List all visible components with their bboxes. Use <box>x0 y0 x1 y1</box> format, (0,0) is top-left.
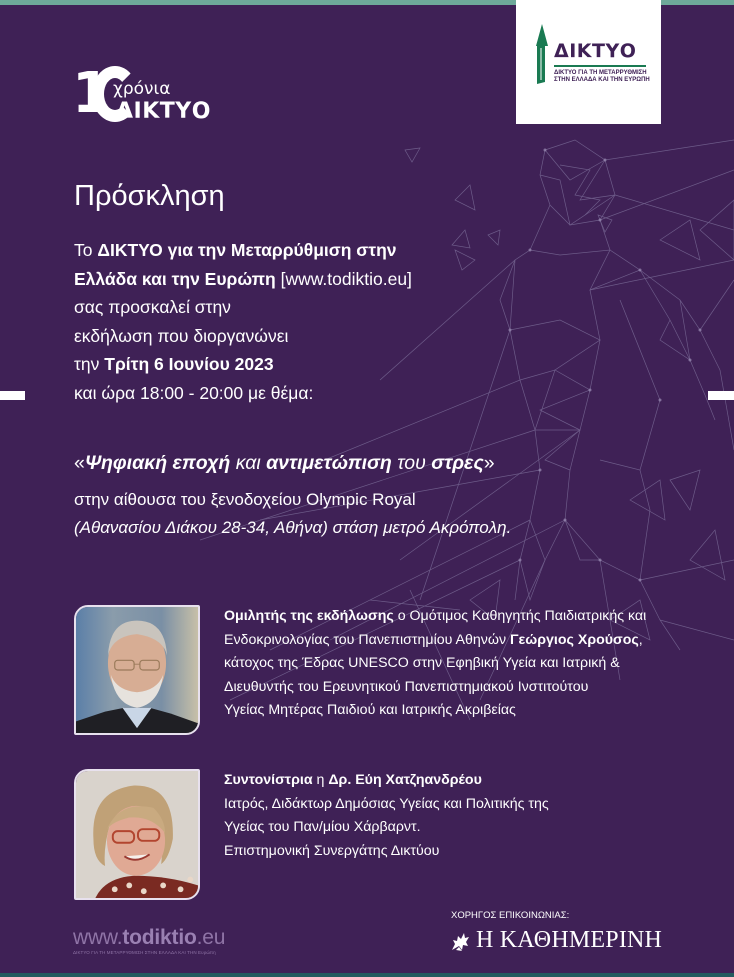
speaker-main-description <box>224 605 646 723</box>
org-url-text: [www.todiktio.eu] <box>275 268 412 289</box>
venue-address: (Αθανασίου Διάκου 28-34, Αθήνα) στάση μετρό Ακρόπολη. <box>74 518 512 537</box>
footer-website-link[interactable]: www.todiktio.eu <box>73 926 226 949</box>
sponsor-logo <box>450 927 662 954</box>
org-name-bold: ΔΙΚΤΥΟ για την Μεταρρύθμιση στην <box>97 240 397 260</box>
intro-line-2 <box>74 265 514 294</box>
event-date: την Τρίτη 6 Ιουνίου 2023 <box>74 354 274 374</box>
sponsor-label: ΧΟΡΗΓΟΣ ΕΠΙΚΟΙΝΩΝΙΑΣ: <box>451 910 570 921</box>
org-logo-underline <box>554 65 646 67</box>
footer-tagline: ΔΙΚΤΥΟ ΓΙΑ ΤΗ ΜΕΤΑΡΡΥΘΜΙΣΗ ΣΤΗΝ ΕΛΛΑΔΑ ΚΑΙ ΤΗΝ Ευρώπη <box>73 950 216 955</box>
event-date-bold: Τρίτη 6 Ιουνίου 2023 <box>104 354 274 374</box>
moderator-description <box>224 769 549 863</box>
side-marker-right <box>708 391 734 400</box>
speaker-1-line-5: Υγείας Μητέρας Παιδιού και Ιατρικής Ακριβείας <box>224 702 516 718</box>
intro-line-3: σας προσκαλεί στην <box>74 297 231 317</box>
anniversary-number: 1 <box>72 61 105 126</box>
speaker-1-line-4: Διευθυντής του Ερευνητικού Πανεπιστημιακού Ινστιτούτου <box>224 678 589 695</box>
speaker-1-line-1: Ομιλητής της εκδήλωσης ο Ομότιμος Καθηγητής Παιδιατρικής και <box>224 608 647 624</box>
anniversary-logo <box>72 61 232 126</box>
moderator-name: Δρ. Εύη Χατζηανδρέου <box>328 772 482 788</box>
arrow-up-icon <box>534 24 550 84</box>
org-logo <box>516 0 661 124</box>
side-marker-left <box>0 391 25 400</box>
org-name-bold-2: Ελλάδα και την Ευρώπη <box>74 268 276 289</box>
griffin-icon <box>450 930 470 952</box>
speaker-role: Ομιλητής της εκδήλωσης <box>224 608 394 624</box>
org-logo-tagline-line2: ΣΤΗΝ ΕΛΛΑΔΑ ΚΑΙ ΤΗΝ ΕΥΡΩΠΗ <box>554 77 650 83</box>
intro-line-1: Το ΔΙΚΤΥΟ για την Μεταρρύθμιση στην <box>74 240 397 260</box>
speaker-name: Γεώργιος Χρούσος <box>510 631 639 648</box>
speaker-1-line-2: Ενδοκρινολογίας του Πανεπιστημίου Αθηνών Γεώργιος Χρούσος, <box>224 631 643 648</box>
portrait-man-photo <box>74 605 200 735</box>
event-venue <box>74 486 511 542</box>
org-logo-tagline-line1: ΔΙΚΤΥΟ ΓΙΑ ΤΗ ΜΕΤΑΡΡΥΘΜΙΣΗ <box>554 70 647 76</box>
moderator-role: Συντονίστρια <box>224 772 313 788</box>
intro-line-4: εκδήλωση που διοργανώνει <box>74 325 289 346</box>
speaker-1-line-3: κάτοχος της Έδρας UNESCO στην Εφηβική Υγεία και Ιατρική & <box>224 655 620 671</box>
speaker-2-line-2: Ιατρός, Διδάκτωρ Δημόσιας Υγείας και Πολιτικής της <box>224 795 549 812</box>
anniversary-years-word: χρόνια <box>113 79 171 99</box>
invitation-intro <box>74 236 514 407</box>
invitation-title: Πρόσκληση <box>74 180 225 212</box>
speaker-2-line-4: Επιστημονική Συνεργάτης Δικτύου <box>224 842 440 859</box>
venue-hall: στην αίθουσα του ξενοδοχείου Olympic Royal <box>74 490 416 509</box>
org-logo-name: ΔΙΚΤΥΟ <box>554 40 637 62</box>
anniversary-org-word: ΔΙΚΤΥΟ <box>116 99 211 124</box>
sponsor-name: Η ΚΑΘΗΜΕΡΙΝΗ <box>476 927 663 953</box>
speaker-2-line-1: Συντονίστρια η Δρ. Εύη Χατζηανδρέου <box>224 772 482 788</box>
speaker-2-line-3: Υγείας του Παν/μίου Χάρβαρντ. <box>224 819 421 835</box>
event-theme: «Ψηφιακή εποχή και αντιμετώπιση του στρες» <box>74 452 495 474</box>
bottom-stripe <box>0 973 734 977</box>
portrait-woman-photo <box>74 769 200 900</box>
event-time: και ώρα 18:00 - 20:00 με θέμα: <box>74 382 314 403</box>
org-logo-tagline <box>554 70 650 84</box>
